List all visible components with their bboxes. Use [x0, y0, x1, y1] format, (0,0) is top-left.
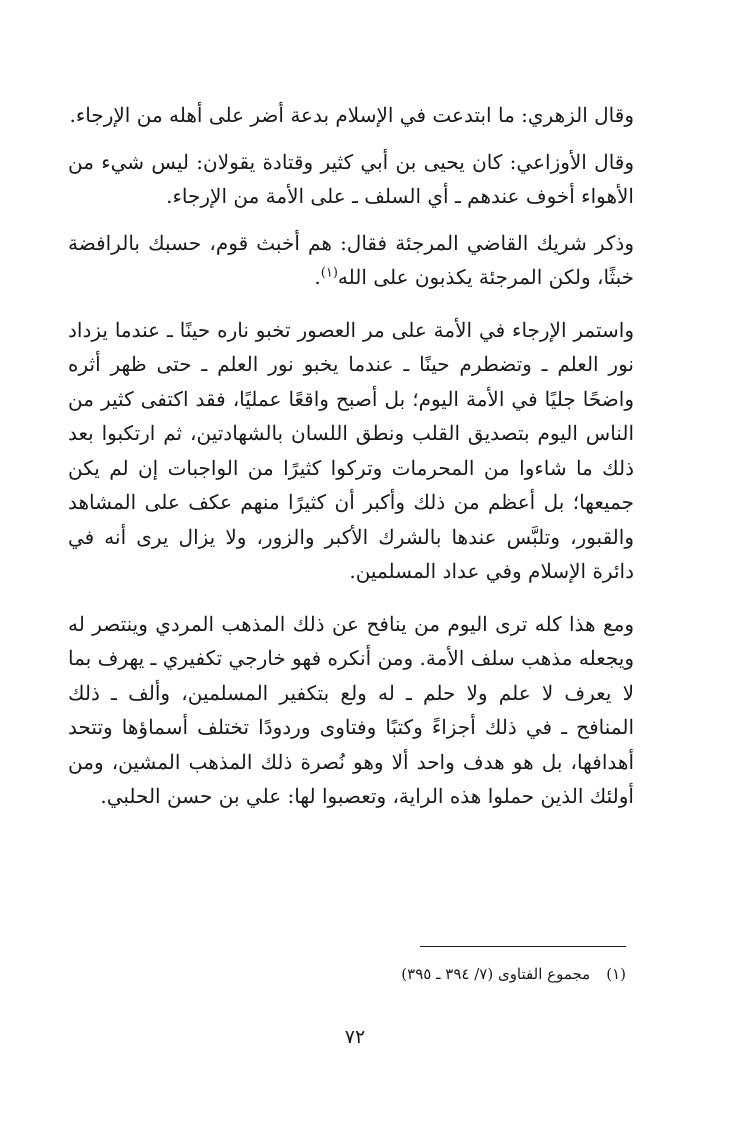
paragraph-text: وذكر شريك القاضي المرجئة فقال: هم أخبث قوم، حسبك بالرافضة خبثًا، ولكن المرجئة يكذبون على الله: [68, 230, 634, 289]
paragraph-text: وقال الأوزاعي: كان يحيى بن أبي كثير وقتادة يقولان: ليس شيء من الأهواء أخوف عندهم ـ أي السلف ـ على الأمة من الإرجاء.: [68, 149, 634, 208]
paragraph-text: واستمر الإرجاء في الأمة على مر العصور تخبو ناره حينًا ـ عندما يزداد نور العلم ـ وتضطرم حينًا ـ عندما يخبو نور العلم ـ حتى ظهر أثره واضحًا جليًا في الأمة اليوم؛ بل أصبح واقعًا عمليًا، فقد اكتفى كثير من الناس اليوم بتصديق القلب ونطق اللسان بالشهادتين، ثم ارتكبوا بعد ذلك ما شاءوا من المحرمات وتركوا كثيرًا من الواجبات إن لم يكن جميعها؛ بل أعظم من ذلك وأكبر أن كثيرًا منهم عكف على المشاهد والقبور، وتلبَّس عندها بالشرك الأكبر والزور، ولا يزال يرى أنه في دائرة الإسلام وفي عداد المسلمين.: [68, 317, 634, 583]
paragraph-awzai: [68, 145, 634, 214]
paragraph-irja-history: [68, 313, 634, 589]
paragraph-trail: .: [314, 265, 321, 289]
footnote-separator: [420, 946, 626, 947]
paragraph-sharik: [68, 226, 634, 295]
footnote-number: (١): [606, 965, 626, 983]
paragraph-text: ومع هذا كله ترى اليوم من ينافح عن ذلك المذهب المردي وينتصر له ويجعله مذهب سلف الأمة. ومن أنكره فهو خارجي تكفيري ـ يهرف بما لا يعرف لا علم ولا حلم ـ له ولع بتكفير المسلمين، وألف ـ ذلك المنافح ـ في ذلك أجزاءً وكتبًا وفتاوى وردودًا تختلف أسماؤها وتتحد أهدافها، بل هو هدف واحد ألا وهو نُصرة ذلك المذهب المشين، ومن أولئك الذين حملوا هذه الراية، وتعصبوا لها: علي بن حسن الحلبي.: [68, 611, 634, 808]
footnote: [360, 962, 626, 986]
body-text: [68, 98, 634, 826]
paragraph-text: وقال الزهري: ما ابتدعت في الإسلام بدعة أضر على أهله من الإرجاء.: [69, 103, 634, 127]
paragraph-zuhri: [68, 98, 634, 133]
footnote-reference: (١): [320, 265, 338, 281]
page-number: ٧٢: [344, 1026, 366, 1048]
paragraph-defenders: [68, 607, 634, 814]
footnote-text: مجموع الفتاوى (٧/ ٣٩٤ ـ ٣٩٥): [401, 965, 591, 983]
